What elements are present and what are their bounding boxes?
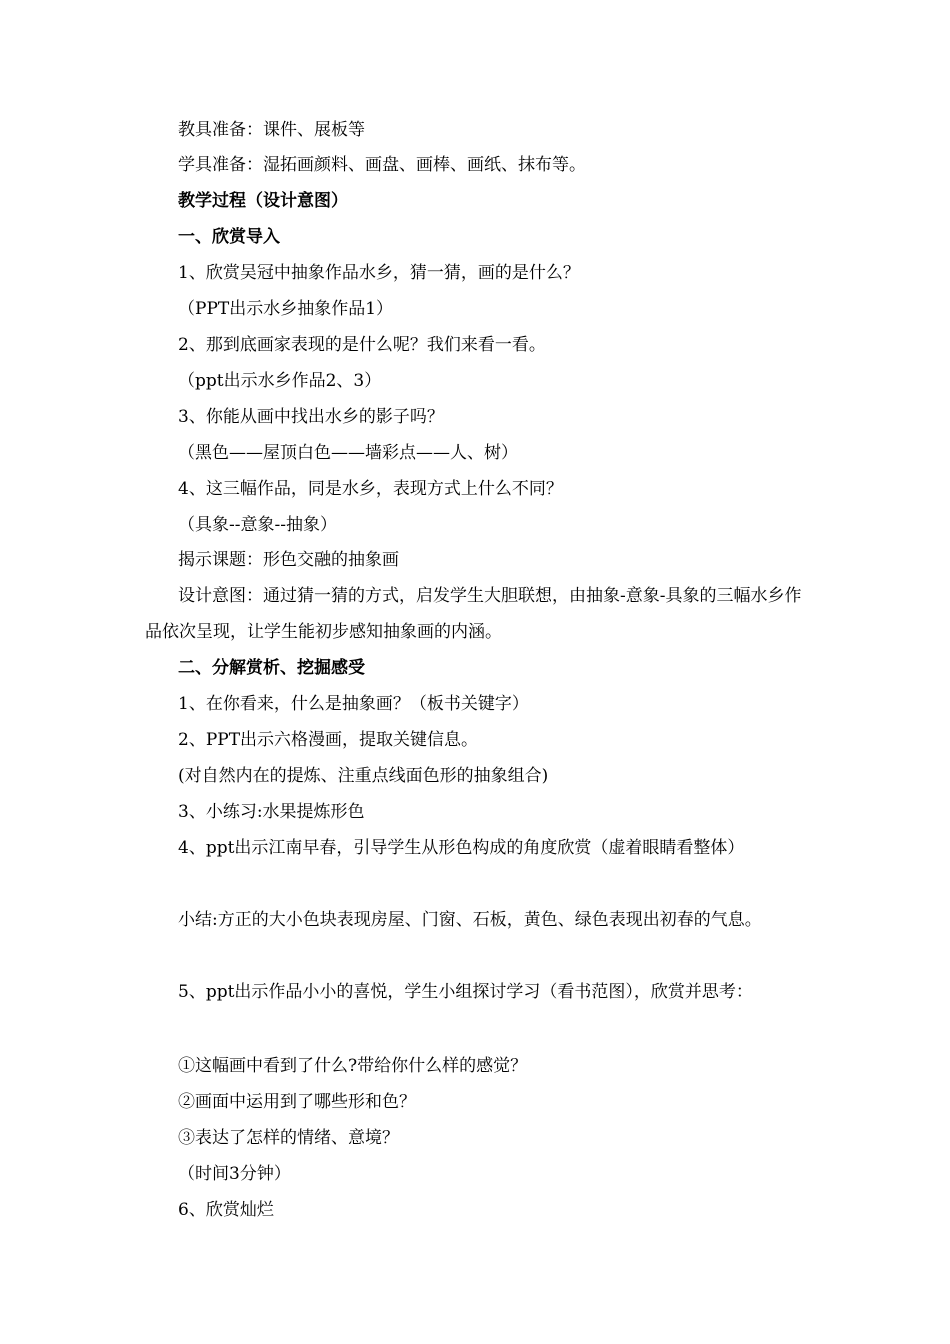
paragraph-design-intent: 设计意图：通过猜一猜的方式，启发学生大胆联想，由抽象-意象-具象的三幅水乡作品依次呈现，让学生能初步感知抽象画的内涵。 bbox=[145, 586, 802, 642]
line-analysis-item-2: 2、PPT出示六格漫画，提取关键信息。 bbox=[178, 730, 479, 750]
paragraph-analysis-item-4: 4、ppt出示江南早春，引导学生从形色构成的角度欣赏（虚着眼睛看整体） bbox=[178, 838, 745, 858]
line-time-note: （时间3分钟） bbox=[178, 1164, 291, 1184]
line-note-ppt-1: （PPT出示水乡抽象作品1） bbox=[178, 299, 394, 319]
line-analysis-item-6: 6、欣赏灿烂 bbox=[178, 1200, 274, 1220]
line-analysis-item-3: 3、小练习:水果提炼形色 bbox=[178, 802, 365, 822]
line-analysis-item-1: 1、在你看来，什么是抽象画？（板书关键字） bbox=[178, 694, 529, 714]
line-student-materials: 学具准备：湿拓画颜料、画盘、画棒、画纸、抹布等。 bbox=[178, 155, 586, 175]
section-heading-appreciation-intro: 一、欣赏导入 bbox=[178, 227, 280, 247]
section-heading-teaching-process: 教学过程（设计意图） bbox=[178, 191, 348, 211]
line-item-1: 1、欣赏吴冠中抽象作品水乡，猜一猜，画的是什么？ bbox=[178, 263, 580, 283]
line-analysis-note: (对自然内在的提炼、注重点线面色形的抽象组合) bbox=[178, 766, 549, 786]
line-item-4: 4、这三幅作品，同是水乡，表现方式上什么不同？ bbox=[178, 479, 563, 499]
line-note-colors: （黑色——屋顶白色——墙彩点——人、树） bbox=[178, 443, 518, 463]
paragraph-summary: 小结:方正的大小色块表现房屋、门窗、石板，黄色、绿色表现出初春的气息。 bbox=[178, 910, 762, 930]
line-item-3: 3、你能从画中找出水乡的影子吗？ bbox=[178, 407, 444, 427]
paragraph-analysis-item-5: 5、ppt出示作品小小的喜悦，学生小组探讨学习（看书范图），欣赏并思考： bbox=[178, 982, 753, 1002]
line-item-2: 2、那到底画家表现的是什么呢？我们来看一看。 bbox=[178, 335, 546, 355]
line-teaching-aids: 教具准备：课件、展板等 bbox=[178, 120, 365, 140]
line-note-ppt-2: （ppt出示水乡作品2、3） bbox=[178, 371, 382, 391]
line-reveal-topic: 揭示课题：形色交融的抽象画 bbox=[178, 550, 399, 570]
line-question-3: ③表达了怎样的情绪、意境？ bbox=[178, 1128, 399, 1148]
section-heading-analysis: 二、分解赏析、挖掘感受 bbox=[178, 658, 365, 678]
line-note-abstraction: （具象--意象--抽象） bbox=[178, 515, 337, 535]
line-question-1: ①这幅画中看到了什么?带给你什么样的感觉？ bbox=[178, 1056, 528, 1076]
line-question-2: ②画面中运用到了哪些形和色？ bbox=[178, 1092, 416, 1112]
